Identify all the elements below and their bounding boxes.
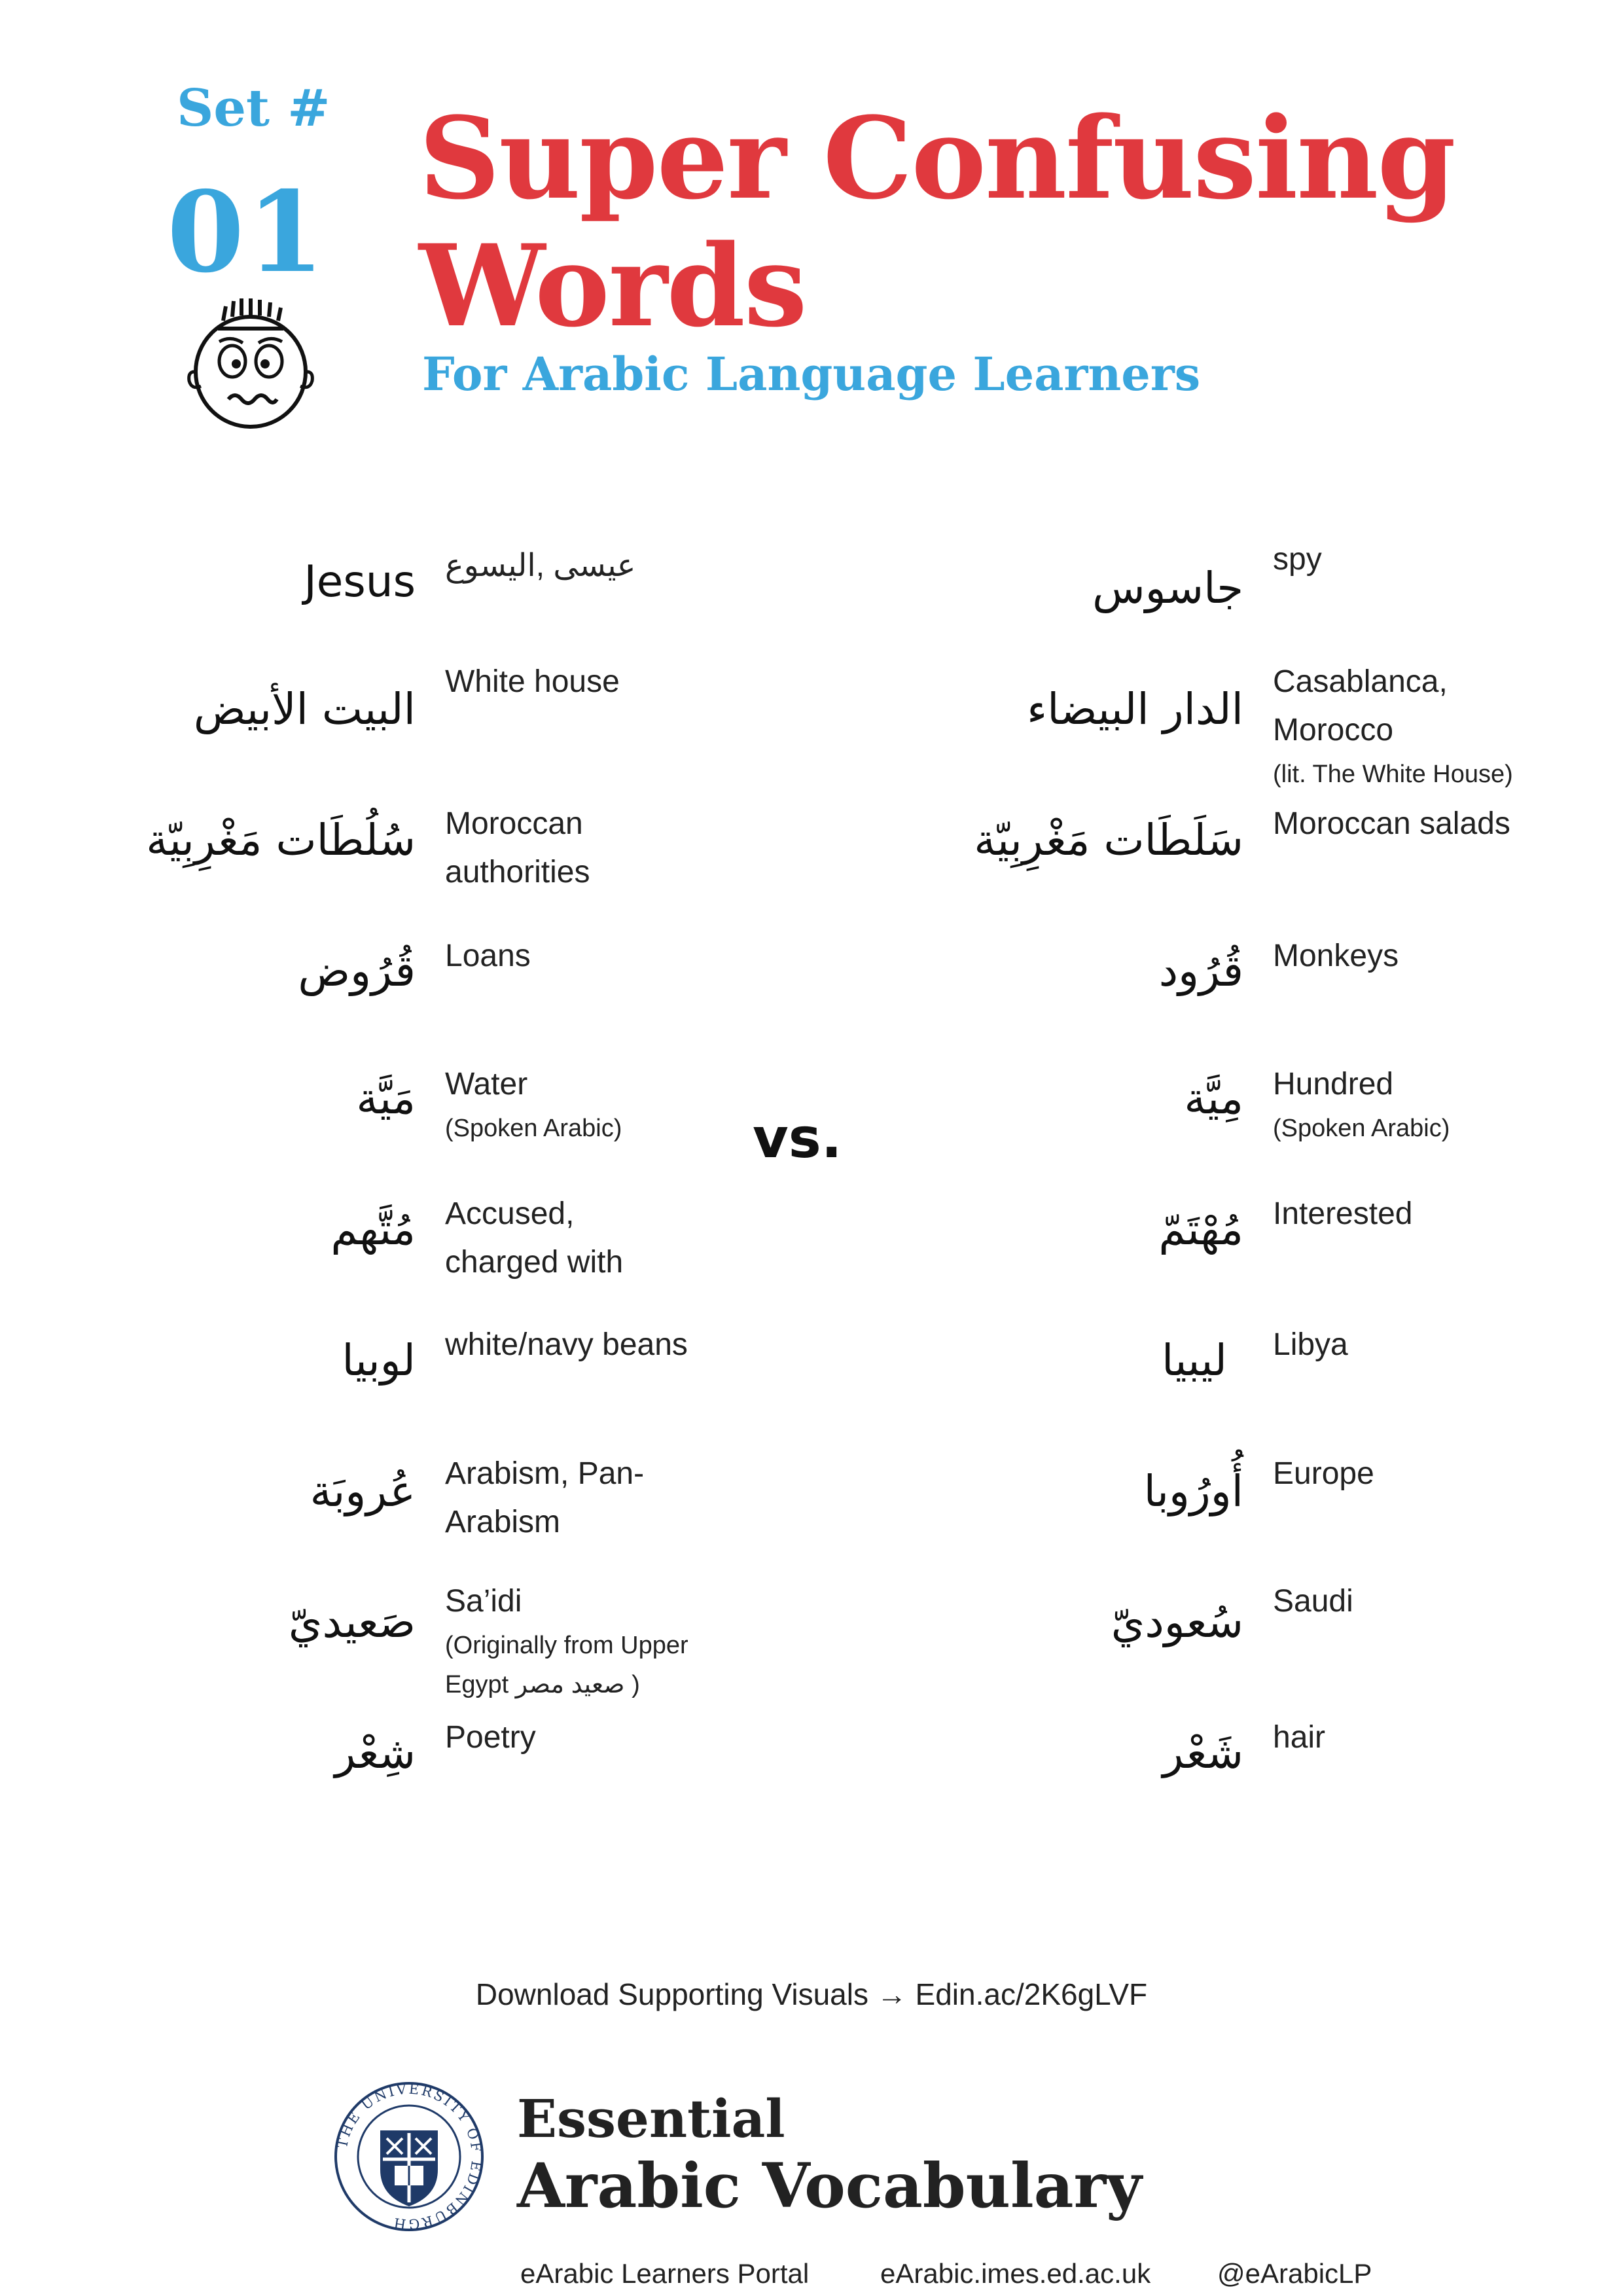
left-word-3: سُلُطَات مَغْرِبِيّة	[146, 815, 416, 865]
right-gloss-5	[1273, 1060, 1567, 1148]
right-gloss-4: Monkeys	[1273, 939, 1399, 973]
right-word-3: سَلَطَات مَغْرِبِيّة	[974, 815, 1243, 865]
right-word-8: أُورُوبا	[1143, 1466, 1243, 1516]
right-gloss-7: Libya	[1273, 1327, 1348, 1362]
left-gloss-3: Moroccan authorities	[445, 806, 590, 889]
right-gloss-10: hair	[1273, 1720, 1326, 1755]
left-gloss-2: White house	[445, 664, 620, 699]
left-word-10: شِعْر	[334, 1728, 416, 1778]
download-link[interactable]: Download Supporting Visuals → Edin.ac/2K6gLVF	[475, 1977, 1148, 2011]
left-word-2: البيت الأبيض	[193, 684, 416, 734]
left-gloss-5-note: (Spoken Arabic)	[445, 1115, 622, 1142]
vs-label: vs.	[753, 1106, 842, 1170]
right-word-1: جاسوس	[1092, 563, 1243, 613]
right-word-7: ليبيا	[1162, 1335, 1227, 1386]
right-gloss-3: Moroccan salads	[1273, 806, 1510, 841]
right-word-9: سُعوديّ	[1111, 1597, 1243, 1647]
right-word-2: الدار البيضاء	[1027, 684, 1243, 734]
portal-label: eArabic Learners Portal	[520, 2258, 810, 2289]
social-handle[interactable]: @eArabicLP	[1217, 2258, 1372, 2289]
brand-line-2: Arabic Vocabulary	[517, 2150, 1142, 2222]
subtitle: For Arabic Language Learners	[422, 347, 1201, 401]
left-word-1: Jesus	[304, 556, 416, 607]
site-link[interactable]: eArabic.imes.ed.ac.uk	[880, 2258, 1151, 2289]
left-gloss-8: Arabism, Pan-Arabism	[445, 1456, 645, 1539]
right-gloss-9: Saudi	[1273, 1584, 1353, 1619]
set-number: 01	[167, 167, 327, 298]
right-gloss-5-text: Hundred	[1273, 1067, 1394, 1102]
left-word-8: عُروبَة	[310, 1466, 416, 1516]
right-gloss-1: spy	[1273, 542, 1322, 577]
confused-face-icon	[185, 295, 316, 432]
title-line-1: Super Confusing	[419, 92, 1455, 224]
right-gloss-8: Europe	[1273, 1456, 1374, 1491]
left-gloss-9	[445, 1577, 740, 1704]
left-gloss-5	[445, 1060, 740, 1148]
left-gloss-1: عيسى ,اليسوع	[445, 548, 636, 583]
left-gloss-4: Loans	[445, 939, 531, 973]
right-word-6: مُهْتَمّ	[1158, 1204, 1243, 1255]
right-gloss-2-text: Casablanca, Morocco	[1273, 664, 1448, 747]
right-word-10: شَعْر	[1162, 1728, 1243, 1778]
left-word-9: صَعيديّ	[288, 1597, 416, 1647]
left-gloss-7: white/navy beans	[445, 1327, 688, 1362]
university-seal-icon	[330, 2078, 488, 2235]
right-word-5: مِيَّة	[1184, 1073, 1243, 1124]
left-gloss-9-text: Sa’idi	[445, 1584, 522, 1619]
set-label: Set #	[177, 79, 330, 138]
right-gloss-6: Interested	[1273, 1196, 1413, 1231]
left-word-5: مَيَّة	[356, 1073, 416, 1124]
right-gloss-2	[1273, 658, 1567, 794]
right-word-4: قُرُود	[1158, 946, 1243, 996]
right-gloss-5-note: (Spoken Arabic)	[1273, 1115, 1450, 1142]
brand-line-1: Essential	[517, 2088, 785, 2149]
left-gloss-6: Accused, charged with	[445, 1196, 624, 1280]
left-gloss-10: Poetry	[445, 1720, 536, 1755]
left-word-7: لوبيا	[342, 1335, 416, 1386]
left-gloss-9-note: (Originally from Upper Egypt صعيد مصر )	[445, 1632, 688, 1698]
left-gloss-5-text: Water	[445, 1067, 528, 1102]
left-word-6: مُتَّهم	[330, 1204, 416, 1255]
right-gloss-2-note: (lit. The White House)	[1273, 761, 1513, 788]
title-line-2: Words	[419, 219, 806, 352]
svg-text:THE UNIVERSITY OF EDINBURGH: THE UNIVERSITY OF EDINBURGH	[334, 2081, 485, 2233]
left-word-4: قُرُوض	[298, 946, 416, 996]
